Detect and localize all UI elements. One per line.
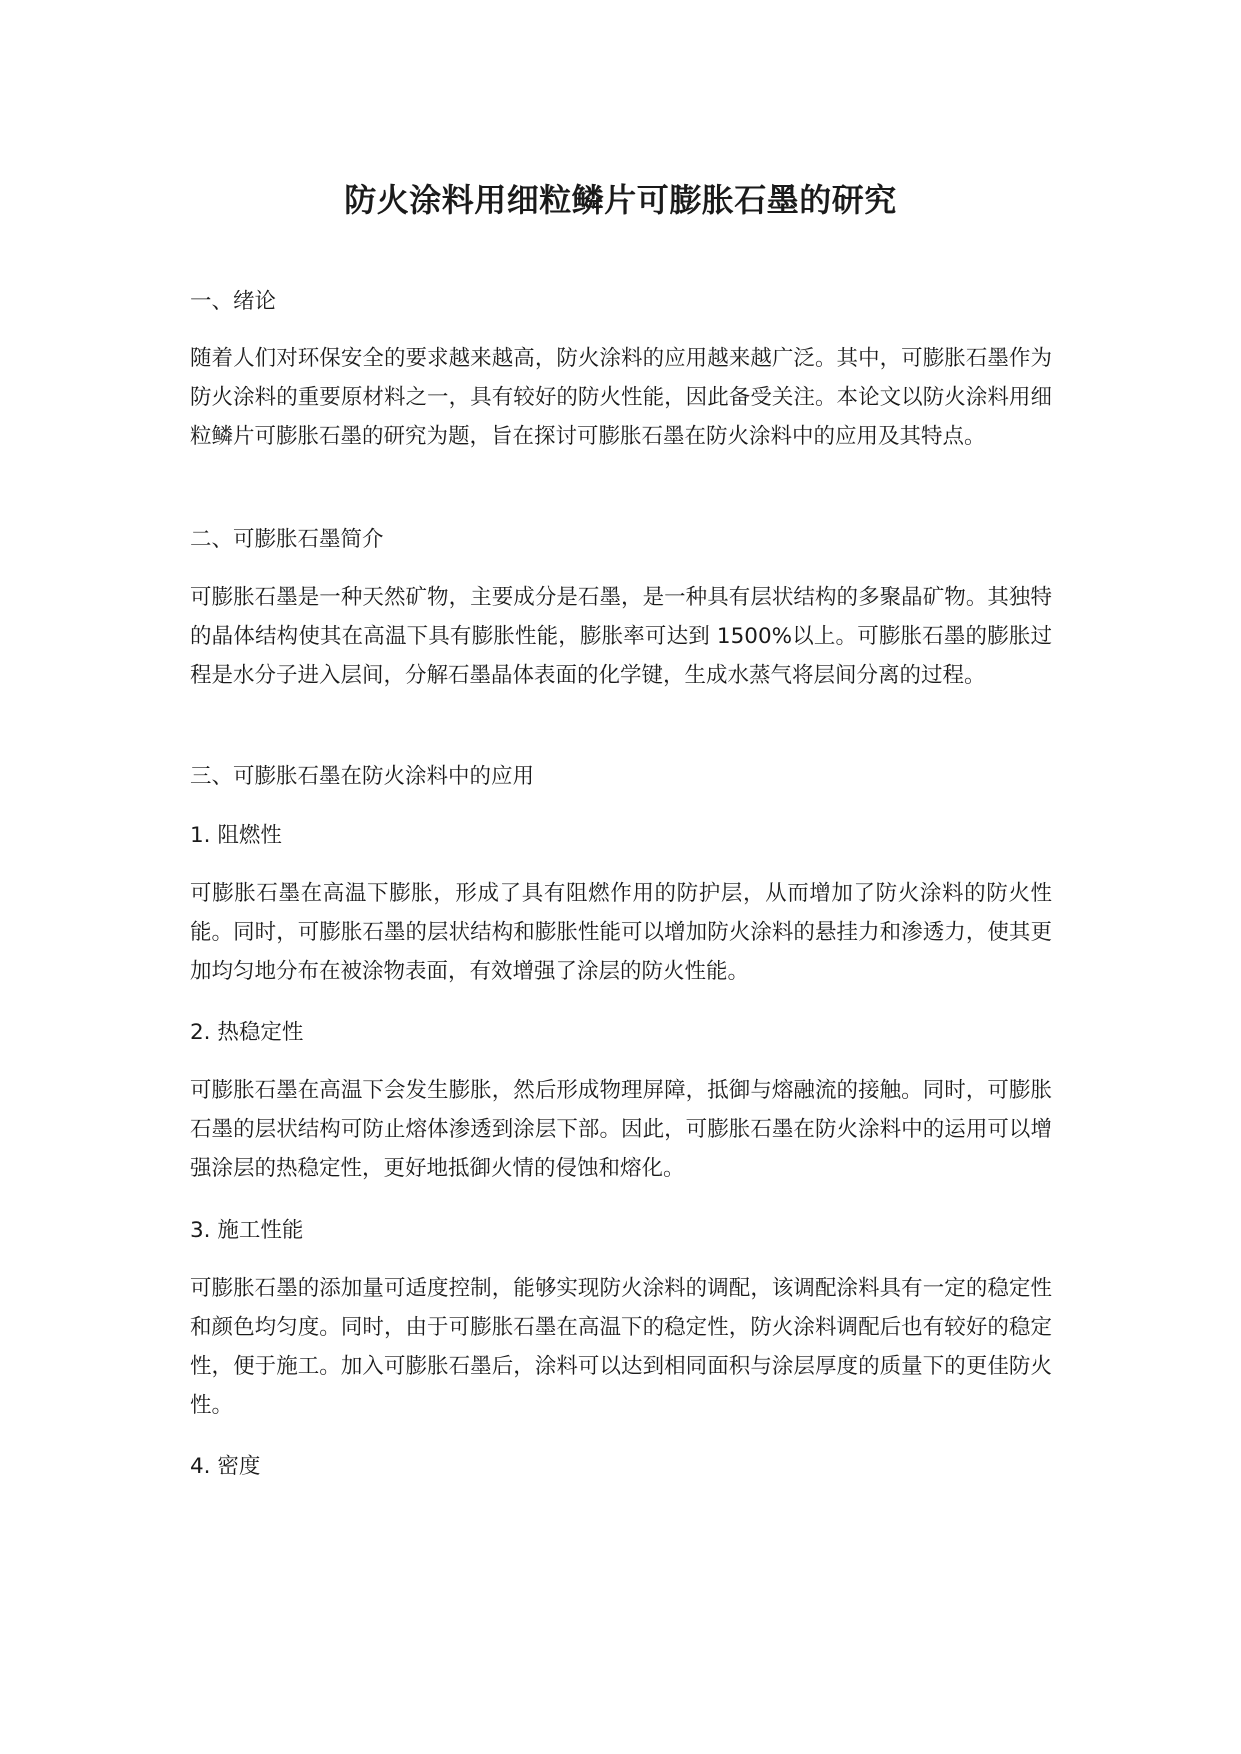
section-heading-introduction: 一、绪论 (190, 289, 277, 314)
paragraph-thermal-stability: 可膨胀石墨在高温下会发生膨胀，然后形成物理屏障，抵御与熔融流的接触。同时，可膨胀石墨的层状结构可防止熔体渗透到涂层下部。因此，可膨胀石墨在防火涂料中的运用可以增强涂层的热稳定性，更好地抵御火情的侵蚀和熔化。 (190, 1078, 1052, 1181)
paragraph-introduction: 随着人们对环保安全的要求越来越高，防火涂料的应用越来越广泛。其中，可膨胀石墨作为防火涂料的重要原材料之一，具有较好的防火性能，因此备受关注。本论文以防火涂料用细粒鳞片可膨胀石墨的研究为题，旨在探讨可膨胀石墨在防火涂料中的应用及其特点。 (190, 346, 1052, 449)
paragraph-graphite-intro: 可膨胀石墨是一种天然矿物，主要成分是石墨，是一种具有层状结构的多聚晶矿物。其独特的晶体结构使其在高温下具有膨胀性能，膨胀率可达到 1500%以上。可膨胀石墨的膨胀过程是水分子进入层间，分解石墨晶体表面的化学键，生成水蒸气将层间分离的过程。 (190, 585, 1052, 688)
section-heading-graphite-intro: 二、可膨胀石墨简介 (190, 527, 384, 552)
subsection-heading-workability: 3. 施工性能 (190, 1218, 304, 1243)
paragraph-flame-retardancy: 可膨胀石墨在高温下膨胀，形成了具有阻燃作用的防护层，从而增加了防火涂料的防火性能。同时，可膨胀石墨的层状结构和膨胀性能可以增加防火涂料的悬挂力和渗透力，使其更加均匀地分布在被涂物表面，有效增强了涂层的防火性能。 (190, 881, 1052, 984)
subsection-heading-flame-retardancy: 1. 阻燃性 (190, 823, 282, 848)
paragraph-workability: 可膨胀石墨的添加量可适度控制，能够实现防火涂料的调配，该调配涂料具有一定的稳定性和颜色均匀度。同时，由于可膨胀石墨在高温下的稳定性，防火涂料调配后也有较好的稳定性，便于施工。加入可膨胀石墨后，涂料可以达到相同面积与涂层厚度的质量下的更佳防火性。 (190, 1276, 1052, 1418)
subsection-heading-density: 4. 密度 (190, 1454, 261, 1479)
subsection-heading-thermal-stability: 2. 热稳定性 (190, 1020, 304, 1045)
document-title: 防火涂料用细粒鳞片可膨胀石墨的研究 (344, 181, 897, 219)
section-heading-applications: 三、可膨胀石墨在防火涂料中的应用 (190, 764, 535, 789)
